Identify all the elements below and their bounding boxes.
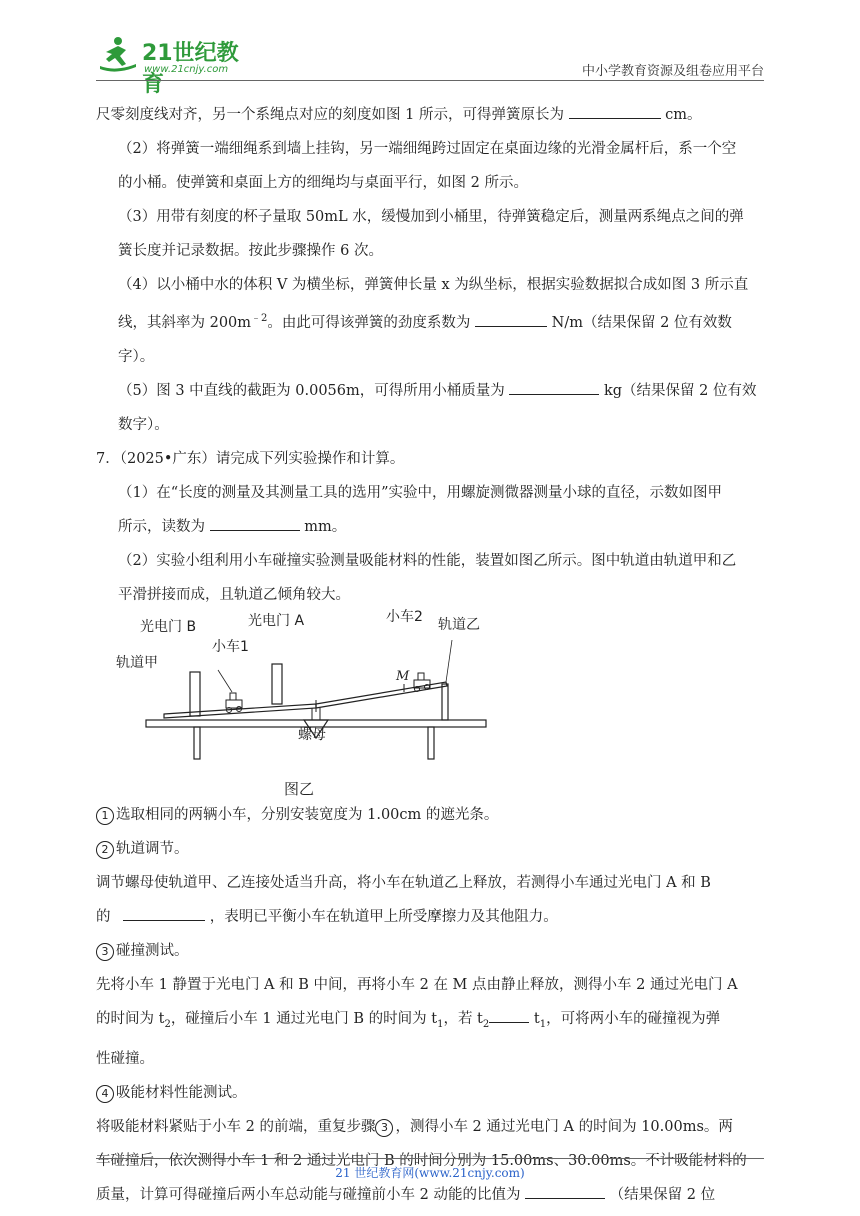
- paragraph: 的 ，表明已平衡小车在轨道甲上所受摩擦力及其他阻力。: [96, 900, 764, 934]
- paragraph: 尺零刻度线对齐，另一个系绳点对应的刻度如图 1 所示，可得弹簧原长为 cm。: [96, 98, 764, 132]
- answer-blank[interactable]: [123, 902, 205, 921]
- paragraph: 簧长度并记录数据。按此步骤操作 6 次。: [118, 243, 383, 259]
- paragraph: 先将小车 1 静置于光电门 A 和 B 中间，再将小车 2 在 M 点由静止释放，测得小车 2 通过光电门 A: [96, 976, 738, 993]
- answer-blank[interactable]: [509, 376, 599, 395]
- paragraph: （2）实验小组利用小车碰撞实验测量吸能材料的性能，装置如图乙所示。图中轨道由轨道甲和乙: [118, 552, 737, 569]
- answer-blank[interactable]: [525, 1180, 605, 1199]
- paragraph: （1）在“长度的测量及其测量工具的选用”实验中，用螺旋测微器测量小球的直径，示数如图甲: [118, 484, 723, 501]
- label-car2: 小车2: [386, 608, 423, 625]
- label-track-jia: 轨道甲: [116, 654, 158, 671]
- label-track-yi: 轨道乙: [438, 616, 480, 633]
- footer-divider: [96, 1158, 764, 1159]
- label-gate-b: 光电门 B: [140, 618, 197, 635]
- label-car1: 小车1: [212, 638, 249, 655]
- site-logo: [96, 32, 256, 97]
- footer-link[interactable]: 21 世纪教育网(www.21cnjy.com): [335, 1166, 525, 1180]
- step-4: 4 吸能材料性能测试。: [96, 1076, 764, 1110]
- figure-caption: 图乙: [284, 779, 315, 798]
- paragraph: 的小桶。使弹簧和桌面上方的细绳均与桌面平行，如图 2 所示。: [118, 175, 528, 191]
- label-point-m: M: [396, 668, 410, 684]
- paragraph: 车碰撞后，依次测得小车 1 和 2 通过光电门 B 的时间分别为 15.00ms、30.00ms。不计吸能材料的: [96, 1152, 747, 1169]
- paragraph: 调节螺母使轨道甲、乙连接处适当升高，将小车在轨道乙上释放，若测得小车通过光电门 A 和 B: [96, 874, 711, 891]
- apparatus-figure: [116, 608, 516, 798]
- header-platform-text: 中小学教育资源及组卷应用平台: [581, 64, 764, 79]
- paragraph: 的时间为 $t_2$，碰撞后小车 1 通过光电门 B 的时间为 $t_1$，若 $t_2$ $t_1$，可将两小车的碰撞视为弹: [96, 1002, 764, 1042]
- step-1: 1 选取相同的两辆小车，分别安装宽度为 1.00cm 的遮光条。: [96, 798, 764, 832]
- paragraph: （3）用带有刻度的杯子量取 50mL 水，缓慢加到小桶里，待弹簧稳定后，测量两系绳点之间的弹: [118, 209, 744, 225]
- label-gate-a: 光电门 A: [248, 612, 305, 629]
- logo-text: 21世纪教育: [142, 41, 239, 97]
- question-7-title: 7．（2025•广东）请完成下列实验操作和计算。: [96, 450, 405, 467]
- paragraph: 所示，读数为 mm。: [96, 510, 764, 544]
- paragraph: 将吸能材料紧贴于小车 2 的前端，重复步骤 3 ，测得小车 2 通过光电门 A 的时间为 10.00ms。两: [96, 1118, 733, 1135]
- paragraph: 数字）。: [118, 416, 169, 433]
- header-divider: [96, 80, 764, 81]
- paragraph: （2）将弹簧一端细绳系到墙上挂钩，另一端细绳跨过固定在桌面边缘的光滑金属杆后，系一个空: [118, 141, 737, 157]
- answer-blank[interactable]: [475, 308, 547, 327]
- paragraph: （5）图 3 中直线的截距为 0.0056m，可得所用小桶质量为 kg（结果保留 2 位有效: [96, 374, 764, 408]
- paragraph: （4）以小桶中水的体积 V 为横坐标，弹簧伸长量 x 为纵坐标，根据实验数据拟合成如图 3 所示直: [118, 277, 749, 293]
- paragraph: 性碰撞。: [96, 1050, 154, 1067]
- label-nut: 螺母: [298, 726, 326, 743]
- answer-blank[interactable]: [210, 512, 300, 531]
- answer-blank[interactable]: [489, 1004, 529, 1023]
- answer-blank[interactable]: [569, 100, 661, 119]
- document-body: [96, 98, 764, 1212]
- paragraph: 平滑拼接而成，且轨道乙倾角较大。: [118, 586, 350, 603]
- step-3: 3 碰撞测试。: [96, 934, 764, 968]
- logo-subtext: www.21cnjy.com: [144, 64, 229, 75]
- paragraph: 线，其斜率为 $200m^{﹣2}$。由此可得该弹簧的劲度系数为 N/m（结果保留 2 位有效数字）。: [96, 302, 764, 374]
- paragraph: 质量，计算可得碰撞后两小车总动能与碰撞前小车 2 动能的比值为 （结果保留 2 位: [96, 1178, 764, 1212]
- step-2: 2 轨道调节。: [96, 832, 764, 866]
